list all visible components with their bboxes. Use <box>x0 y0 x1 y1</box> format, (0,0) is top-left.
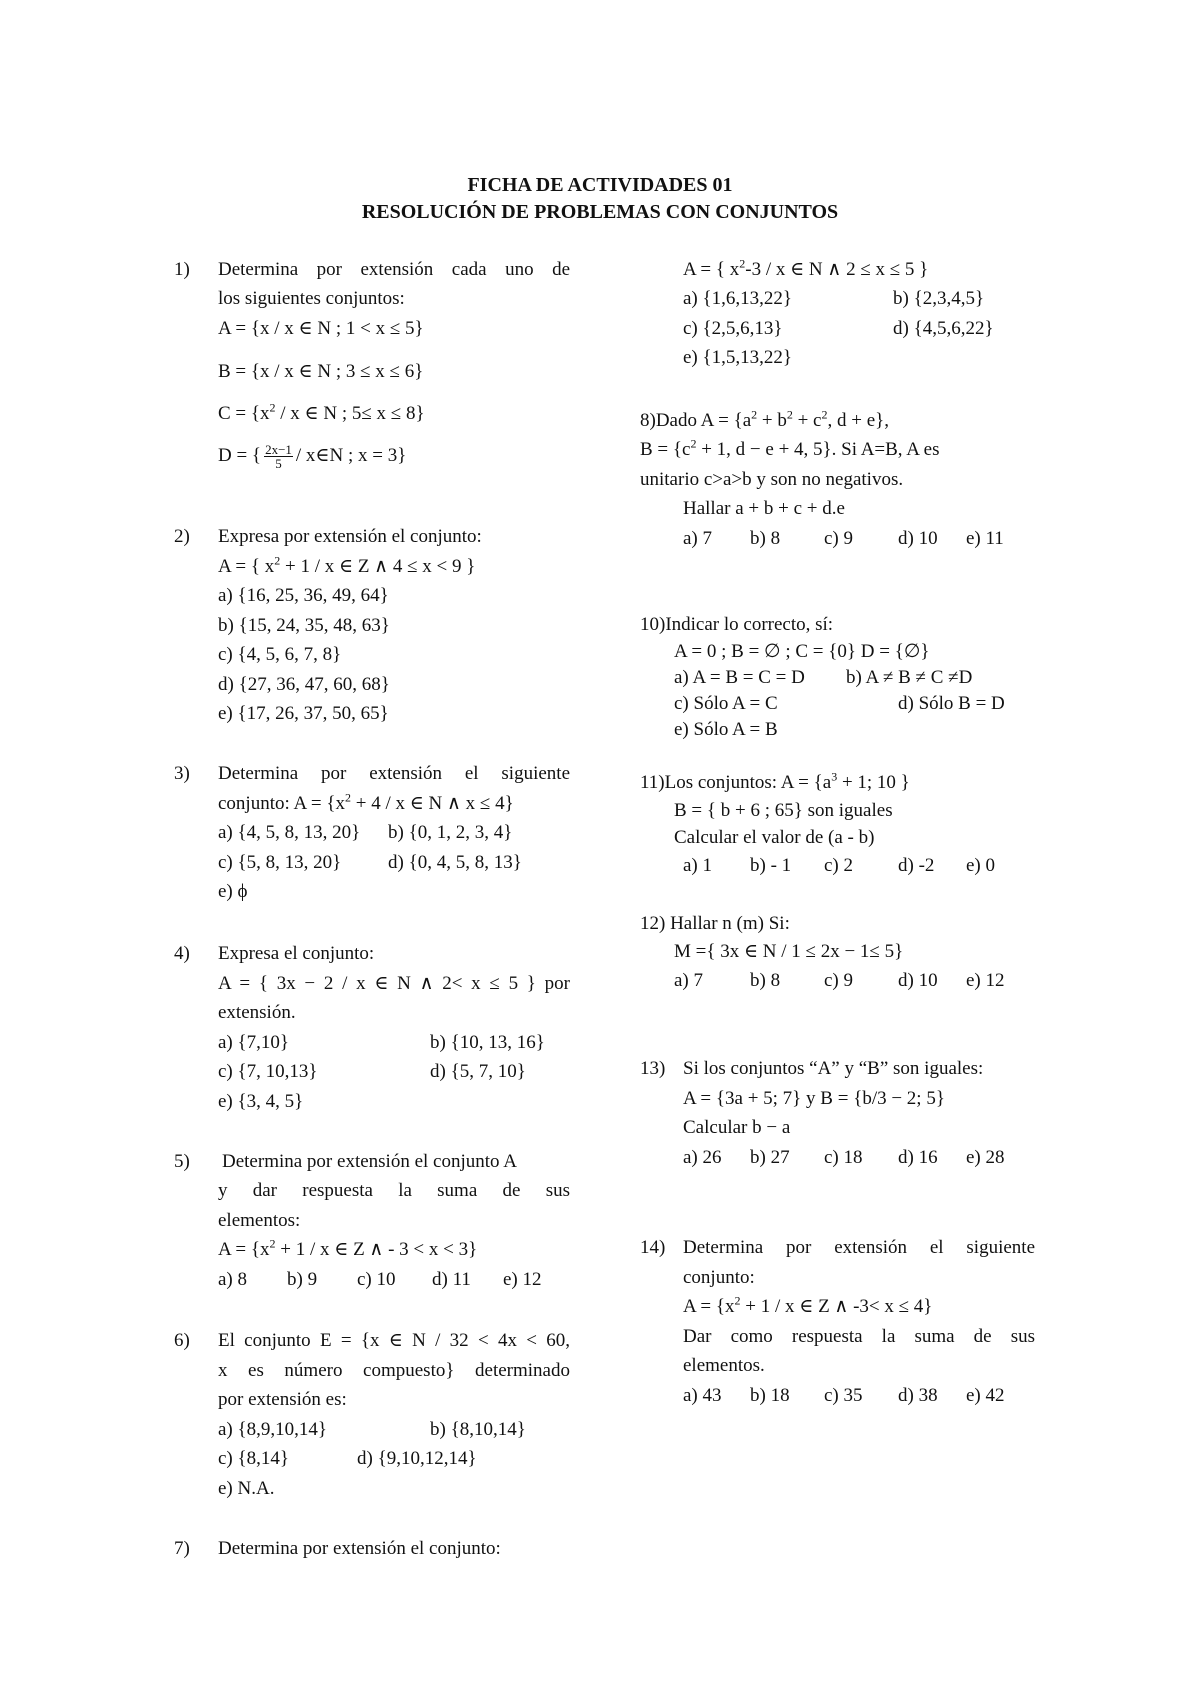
question-text: Determina por extensión el conjunto: <box>218 1538 501 1559</box>
option-a: a) {4, 5, 8, 13, 20} <box>218 822 361 843</box>
question-number: 1) <box>174 259 190 280</box>
option-e: e) 28 <box>966 1147 1005 1168</box>
option-e: e) ϕ <box>218 881 248 902</box>
question-text: B = { b + 6 ; 65} son iguales <box>674 800 893 821</box>
option-d: d) {9,10,12,14} <box>357 1448 477 1469</box>
question-text: El conjunto E = {x ∈ N / 32 < 4x < 60, <box>218 1330 570 1351</box>
option-b: b) A ≠ B ≠ C ≠D <box>846 667 973 688</box>
option-e: e) N.A. <box>218 1478 275 1499</box>
option-c: c) 2 <box>824 855 854 876</box>
option-c: c) {8,14} <box>218 1448 289 1469</box>
question-text: Determina por extensión cada uno de <box>218 259 570 280</box>
option-b: b) - 1 <box>750 855 792 876</box>
option-b: b) 9 <box>287 1269 318 1290</box>
question-number: 4) <box>174 943 190 964</box>
option-a: a) {7,10} <box>218 1032 289 1053</box>
option-d: d) 10 <box>898 528 938 549</box>
option-d: d) {27, 36, 47, 60, 68} <box>218 674 390 695</box>
question-text: 12) Hallar n (m) Si: <box>640 913 790 934</box>
option-a: a) {16, 25, 36, 49, 64} <box>218 585 389 606</box>
option-d: d) {5, 7, 10} <box>430 1061 526 1082</box>
option-e: e) {1,5,13,22} <box>683 347 792 368</box>
option-a: a) 26 <box>683 1147 722 1168</box>
question-text: 10)Indicar lo correcto, sí: <box>640 614 834 635</box>
worksheet-title: FICHA DE ACTIVIDADES 01 <box>467 174 733 196</box>
option-d: d) 38 <box>898 1385 938 1406</box>
set-definition: A = {3a + 5; 7} y B = {b/3 − 2; 5} <box>683 1088 945 1109</box>
option-a: a) 1 <box>683 855 713 876</box>
option-c: c) 18 <box>824 1147 863 1168</box>
option-b: b) {8,10,14} <box>430 1419 526 1440</box>
option-d: d) -2 <box>898 855 935 876</box>
option-c: c) 9 <box>824 528 854 549</box>
question-text: elementos. <box>683 1355 765 1376</box>
option-c: c) 10 <box>357 1269 396 1290</box>
option-c: c) {4, 5, 6, 7, 8} <box>218 644 342 665</box>
set-definition: $A = \{x^2 + 1 / x$ ∈ Z ∧ -3< x ≤ 4} <box>683 1293 933 1317</box>
option-c: c) Sólo A = C <box>674 693 778 714</box>
option-b: b) {0, 1, 2, 3, 4} <box>388 822 513 843</box>
question-text: Calcular el valor de (a - b) <box>674 827 875 848</box>
option-e: e) 11 <box>966 528 1004 549</box>
set-definition: M ={ 3x ∈ N / 1 ≤ 2x − 1≤ 5} <box>674 941 904 962</box>
option-a: a) 43 <box>683 1385 722 1406</box>
option-b: b) {15, 24, 35, 48, 63} <box>218 615 390 636</box>
option-b: b) 8 <box>750 970 781 991</box>
option-b: b) 27 <box>750 1147 790 1168</box>
question-text: Determina por extensión el siguiente <box>218 763 570 784</box>
question-text: 8)Dado $A = \{a^2 + b^2 + c^2$, d + e}, <box>640 407 890 431</box>
set-definition: A = { $x^2 + 1 / x$ ∈ Z ∧ 4 ≤ x < 9 } <box>218 553 476 577</box>
option-d: d) {4,5,6,22} <box>893 318 994 339</box>
question-text: x es número compuesto} determinado <box>218 1360 570 1381</box>
question-text: conjunto: <box>683 1267 755 1288</box>
question-text: Determina por extensión el siguiente <box>683 1237 1035 1258</box>
set-definition: $A = \{x^2 + 1 / x$ ∈ Z ∧ - 3 < x < 3} <box>218 1236 478 1260</box>
set-definition: A = 0 ; B = ∅ ; C = {0} D = {∅} <box>674 641 930 662</box>
set-definition: conjunto: $A = \{x^2 + 4 / x$ ∈ N ∧ x ≤ 4} <box>218 790 514 814</box>
set-c: $C = \{x^2 / x$ ∈ N ; 5≤ x ≤ 8} <box>218 400 425 424</box>
option-e: e) {3, 4, 5} <box>218 1091 304 1112</box>
question-text: $B = \{c^2 + 1$, d − e + 4, 5}. Si A=B, A es <box>640 436 940 460</box>
question-text: elementos: <box>218 1210 301 1231</box>
option-a: a) A = B = C = D <box>674 667 805 688</box>
question-text: y dar respuesta la suma de sus <box>218 1180 570 1201</box>
option-c: c) 9 <box>824 970 854 991</box>
set-definition: A = { 3x − 2 / x ∈ N ∧ 2< x ≤ 5 } por <box>218 973 570 994</box>
set-d: D = { $\frac{2x-1}{5}$ / x∈N ; x = 3} <box>218 442 407 471</box>
question-text: Si los conjuntos “A” y “B” son iguales: <box>683 1058 984 1079</box>
option-e: e) {17, 26, 37, 50, 65} <box>218 703 389 724</box>
option-b: b) 18 <box>750 1385 790 1406</box>
option-e: e) 12 <box>503 1269 542 1290</box>
option-a: a) 7 <box>683 528 713 549</box>
question-number: 7) <box>174 1538 190 1559</box>
question-number: 5) <box>174 1151 190 1172</box>
option-d: d) {0, 4, 5, 8, 13} <box>388 852 522 873</box>
fraction: $\frac{2x-1}{5}$ <box>265 442 292 471</box>
question-text: Calcular b − a <box>683 1117 791 1138</box>
question-text: Hallar a + b + c + d.e <box>683 498 845 519</box>
option-a: a) {8,9,10,14} <box>218 1419 327 1440</box>
question-number: 6) <box>174 1330 190 1351</box>
question-text: los siguientes conjuntos: <box>218 288 405 309</box>
question-text: extensión. <box>218 1002 296 1023</box>
option-d: d) 10 <box>898 970 938 991</box>
option-c: c) {5, 8, 13, 20} <box>218 852 342 873</box>
option-e: e) Sólo A = B <box>674 719 778 740</box>
option-b: b) {2,3,4,5} <box>893 288 985 309</box>
option-b: b) 8 <box>750 528 781 549</box>
set-b: B = {x / x ∈ N ; 3 ≤ x ≤ 6} <box>218 361 424 382</box>
option-c: c) {7, 10,13} <box>218 1061 318 1082</box>
set-definition: A = { $x^2-3$ / x ∈ N ∧ 2 ≤ x ≤ 5 } <box>683 256 929 280</box>
option-d: d) 16 <box>898 1147 938 1168</box>
option-d: d) Sólo B = D <box>898 693 1005 714</box>
question-text: Dar como respuesta la suma de sus <box>683 1326 1035 1347</box>
option-a: a) 7 <box>674 970 704 991</box>
option-e: e) 0 <box>966 855 996 876</box>
question-text: Expresa por extensión el conjunto: <box>218 526 482 547</box>
question-number: 3) <box>174 763 190 784</box>
option-e: e) 42 <box>966 1385 1005 1406</box>
option-a: a) {1,6,13,22} <box>683 288 792 309</box>
question-text: Expresa el conjunto: <box>218 943 375 964</box>
question-text: por extensión es: <box>218 1389 347 1410</box>
option-a: a) 8 <box>218 1269 248 1290</box>
question-number: 14) <box>640 1237 666 1258</box>
worksheet-subtitle: RESOLUCIÓN DE PROBLEMAS CON CONJUNTOS <box>361 201 839 223</box>
option-d: d) 11 <box>432 1269 471 1290</box>
question-text: Determina por extensión el conjunto A <box>222 1151 517 1172</box>
question-text: 11)Los conjuntos: $A = \{a^3 + 1$; 10 } <box>640 769 910 793</box>
option-b: b) {10, 13, 16} <box>430 1032 545 1053</box>
question-text: unitario c>a>b y son no negativos. <box>640 469 904 490</box>
option-c: c) {2,5,6,13} <box>683 318 783 339</box>
set-a: A = {x / x ∈ N ; 1 < x ≤ 5} <box>218 318 424 339</box>
option-c: c) 35 <box>824 1385 863 1406</box>
question-number: 13) <box>640 1058 666 1079</box>
option-e: e) 12 <box>966 970 1005 991</box>
question-number: 2) <box>174 526 190 547</box>
